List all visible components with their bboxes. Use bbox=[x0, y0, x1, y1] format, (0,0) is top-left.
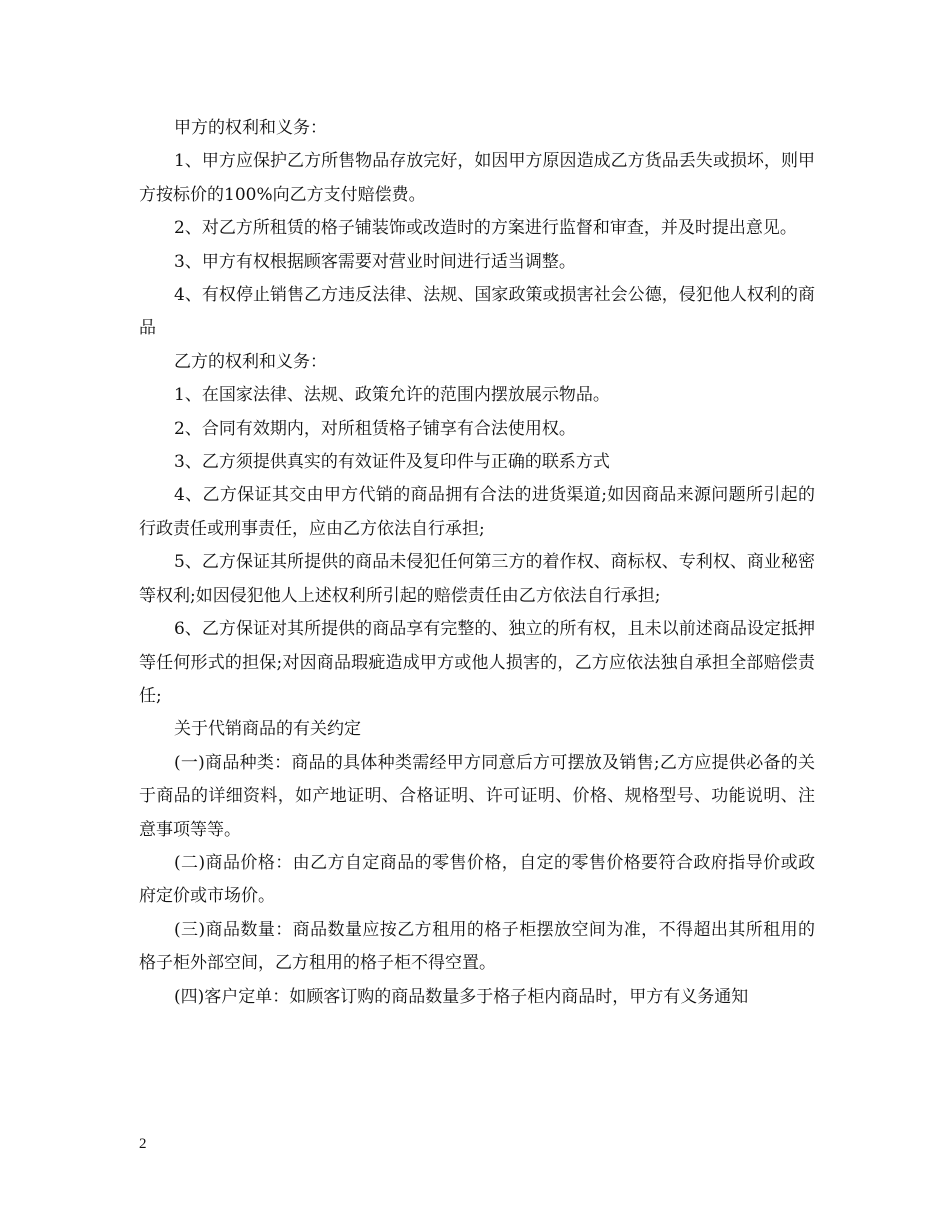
paragraph: (一)商品种类：商品的具体种类需经甲方同意后方可摆放及销售;乙方应提供必备的关于商品的详细资料，如产地证明、合格证明、许可证明、价格、规格型号、功能说明、注意事项等等。 bbox=[139, 752, 815, 840]
paragraph: 3、乙方须提供真实的有效证件及复印件与正确的联系方式 bbox=[174, 452, 610, 473]
paragraph: 甲方的权利和义务： bbox=[174, 118, 327, 138]
paragraph: 4、有权停止销售乙方违反法律、法规、国家政策或损害社会公德，侵犯他人权利的商品 bbox=[139, 285, 815, 339]
paragraph: 1、甲方应保护乙方所售物品存放完好，如因甲方原因造成乙方货品丢失或损坏，则甲方按标价的100%向乙方支付赔偿费。 bbox=[139, 151, 815, 205]
paragraph: 3、甲方有权根据顾客需要对营业时间进行适当调整。 bbox=[174, 251, 576, 272]
paragraph: (四)客户定单：如顾客订购的商品数量多于格子柜内商品时，甲方有义务通知 bbox=[174, 986, 749, 1007]
paragraph: 2、对乙方所租赁的格子铺装饰或改造时的方案进行监督和审查，并及时提出意见。 bbox=[174, 218, 797, 239]
paragraph: 4、乙方保证其交由甲方代销的商品拥有合法的进货渠道;如因商品来源问题所引起的行政责任或刑事责任，应由乙方依法自行承担; bbox=[139, 485, 815, 539]
paragraph: 5、乙方保证其所提供的商品未侵犯任何第三方的着作权、商标权、专利权、商业秘密等权利;如因侵犯他人上述权利所引起的赔偿责任由乙方依法自行承担; bbox=[139, 552, 815, 606]
paragraph: (三)商品数量：商品数量应按乙方租用的格子柜摆放空间为准，不得超出其所租用的格子柜外部空间，乙方租用的格子柜不得空置。 bbox=[139, 919, 815, 974]
paragraph: 1、在国家法律、法规、政策允许的范围内摆放展示物品。 bbox=[174, 385, 610, 406]
paragraph: 2、合同有效期内，对所租赁格子铺享有合法使用权。 bbox=[174, 418, 576, 439]
paragraph: 6、乙方保证对其所提供的商品享有完整的、独立的所有权，且未以前述商品设定抵押等任何形式的担保;对因商品瑕疵造成甲方或他人损害的，乙方应依法独自承担全部赔偿责任; bbox=[139, 619, 815, 706]
paragraph: 乙方的权利和义务： bbox=[174, 351, 327, 372]
document-body bbox=[139, 112, 815, 1014]
paragraph: (二)商品价格：由乙方自定商品的零售价格，自定的零售价格要符合政府指导价或政府定价或市场价。 bbox=[139, 852, 815, 907]
page-number: 2 bbox=[139, 1136, 147, 1152]
paragraph: 关于代销商品的有关约定 bbox=[174, 719, 361, 740]
